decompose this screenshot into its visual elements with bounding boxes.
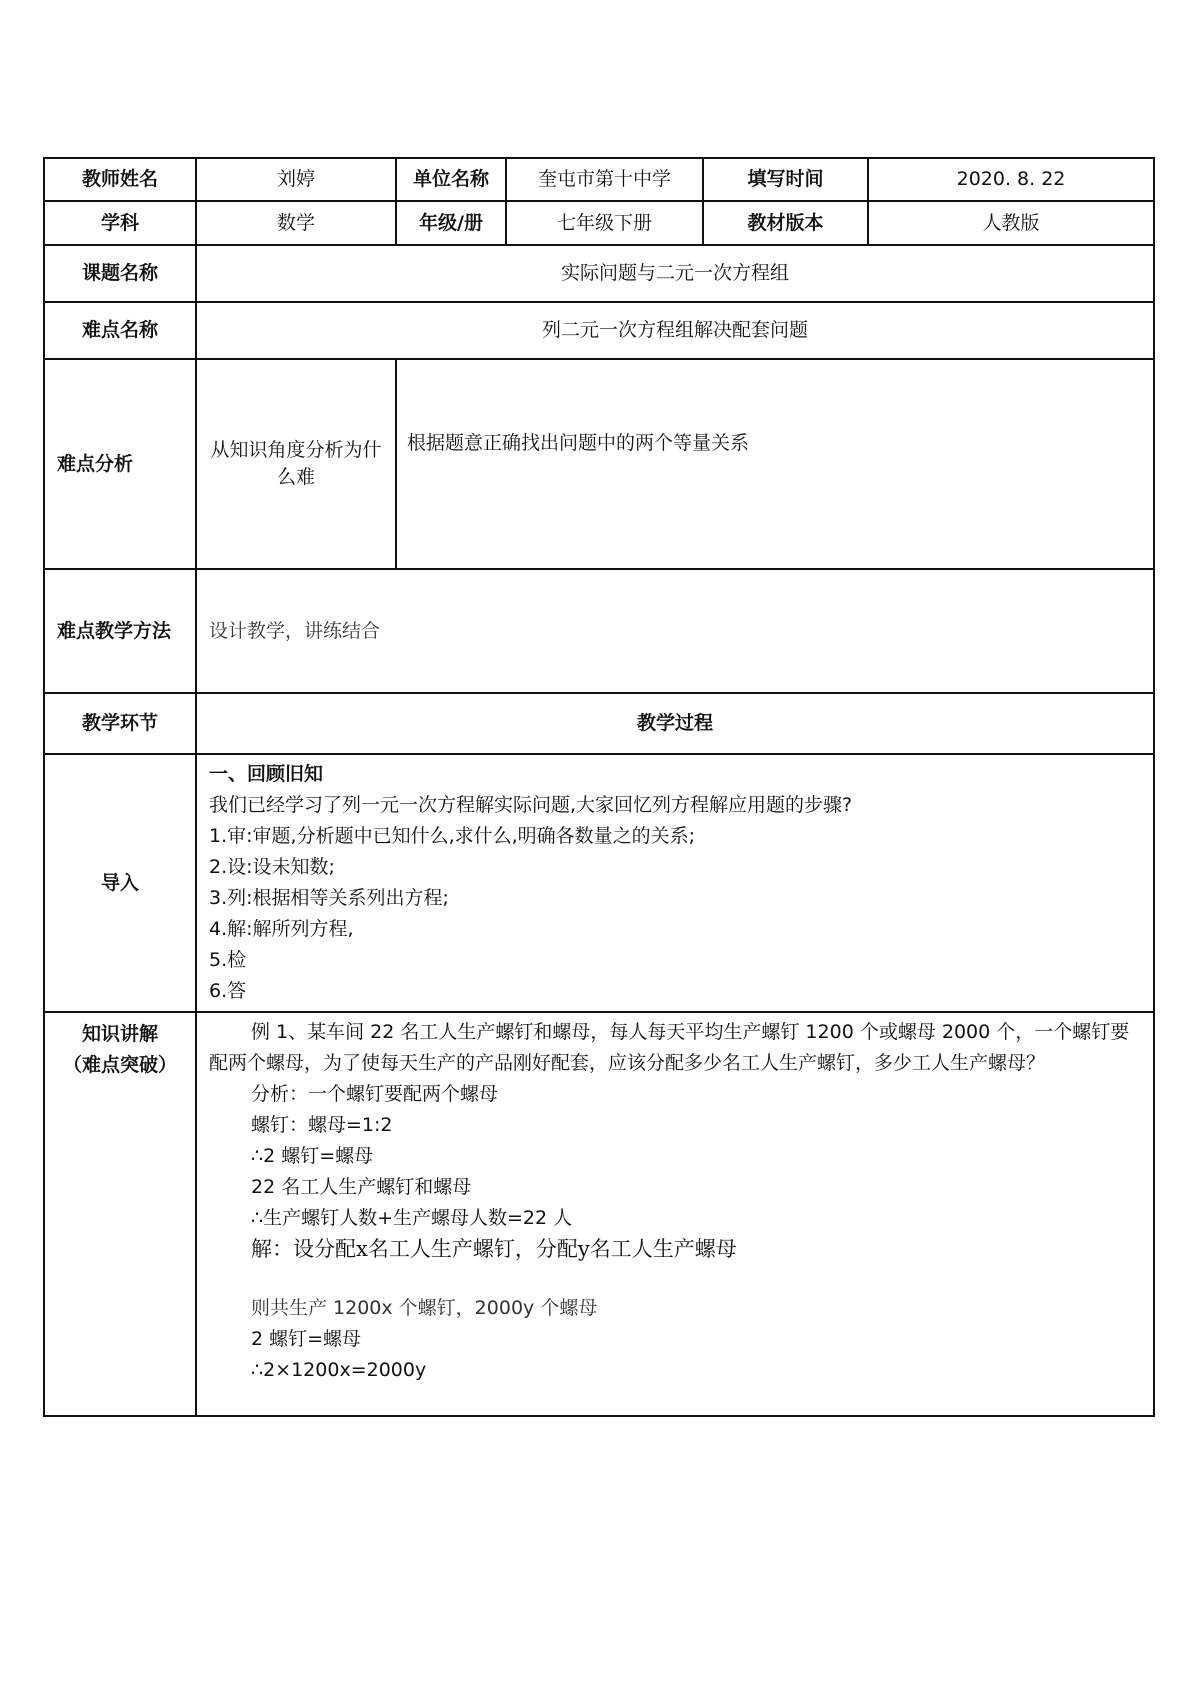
difficulty-label: 难点名称 xyxy=(44,302,196,359)
after-line: ∴2×1200x=2000y xyxy=(251,1359,427,1381)
edition-value: 人教版 xyxy=(868,201,1154,245)
intro-title: 一、回顾旧知 xyxy=(209,763,324,785)
intro-label: 导入 xyxy=(44,754,196,1012)
subject-value: 数学 xyxy=(196,201,396,245)
analysis-line: 螺钉：螺母=1:2 xyxy=(251,1114,393,1136)
intro-line: 3.列:根据相等关系列出方程; xyxy=(209,887,449,909)
spacer xyxy=(209,1265,1141,1293)
method-label: 难点教学方法 xyxy=(44,569,196,693)
after-line: 2 螺钉=螺母 xyxy=(251,1328,362,1350)
lecture-label: 知识讲解 xyxy=(81,1023,158,1045)
subject-label: 学科 xyxy=(44,201,196,245)
analysis-line: ∴生产螺钉人数+生产螺母人数=22 人 xyxy=(251,1207,573,1229)
process-title: 教学过程 xyxy=(196,693,1154,754)
intro-line: 4.解:解所列方程, xyxy=(209,918,354,940)
row-topic xyxy=(44,245,1154,302)
after-line: 则共生产 1200x 个螺钉，2000y 个螺母 xyxy=(251,1297,598,1319)
lecture-content xyxy=(196,1012,1154,1416)
process-label: 教学环节 xyxy=(44,693,196,754)
lecture-label-cell xyxy=(44,1012,196,1416)
lecture-sublabel: （难点突破） xyxy=(62,1054,177,1076)
intro-line: 6.答 xyxy=(209,980,247,1002)
teacher-value: 刘婷 xyxy=(196,158,396,201)
analysis-line: 22 名工人生产螺钉和螺母 xyxy=(251,1176,472,1198)
intro-line: 1.审:审题,分析题中已知什么,求什么,明确各数量之的关系; xyxy=(209,825,696,847)
analysis-line: 分析：一个螺钉要配两个螺母 xyxy=(251,1083,499,1105)
lesson-plan-table xyxy=(43,157,1155,1417)
row-lecture xyxy=(44,1012,1154,1416)
grade-label: 年级/册 xyxy=(396,201,506,245)
solution-line: 解：设分配x名工人生产螺钉，分配y名工人生产螺母 xyxy=(251,1237,737,1261)
row-intro xyxy=(44,754,1154,1012)
analysis-label: 难点分析 xyxy=(44,359,196,569)
analysis-answer: 根据题意正确找出问题中的两个等量关系 xyxy=(407,432,750,454)
date-label: 填写时间 xyxy=(703,158,868,201)
unit-label: 单位名称 xyxy=(396,158,506,201)
row-analysis xyxy=(44,359,1154,569)
row-process-header xyxy=(44,693,1154,754)
topic-label: 课题名称 xyxy=(44,245,196,302)
unit-value: 奎屯市第十中学 xyxy=(506,158,703,201)
row-method xyxy=(44,569,1154,693)
intro-line: 我们已经学习了列一元一次方程解实际问题,大家回忆列方程解应用题的步骤? xyxy=(209,794,853,816)
row-subject xyxy=(44,201,1154,245)
date-value: 2020. 8. 22 xyxy=(868,158,1154,201)
row-teacher xyxy=(44,158,1154,201)
analysis-cell xyxy=(196,359,1154,569)
teacher-label: 教师姓名 xyxy=(44,158,196,201)
intro-line: 5.检 xyxy=(209,949,247,971)
intro-line: 2.设:设未知数; xyxy=(209,856,335,878)
intro-content xyxy=(196,754,1154,1012)
grade-value: 七年级下册 xyxy=(506,201,703,245)
topic-value: 实际问题与二元一次方程组 xyxy=(196,245,1154,302)
analysis-question: 从知识角度分析为什么难 xyxy=(197,360,397,568)
difficulty-value: 列二元一次方程组解决配套问题 xyxy=(196,302,1154,359)
analysis-inner xyxy=(197,360,1153,568)
row-difficulty xyxy=(44,302,1154,359)
example-text: 例 1、某车间 22 名工人生产螺钉和螺母，每人每天平均生产螺钉 1200 个或螺母 2000 个，一个螺钉要配两个螺母，为了使每天生产的产品刚好配套，应该分配多少名工人生产螺钉，多少工人生产螺母？ xyxy=(209,1021,1130,1074)
analysis-line: ∴2 螺钉=螺母 xyxy=(251,1145,374,1167)
edition-label: 教材版本 xyxy=(703,201,868,245)
method-value: 设计教学，讲练结合 xyxy=(196,569,1154,693)
